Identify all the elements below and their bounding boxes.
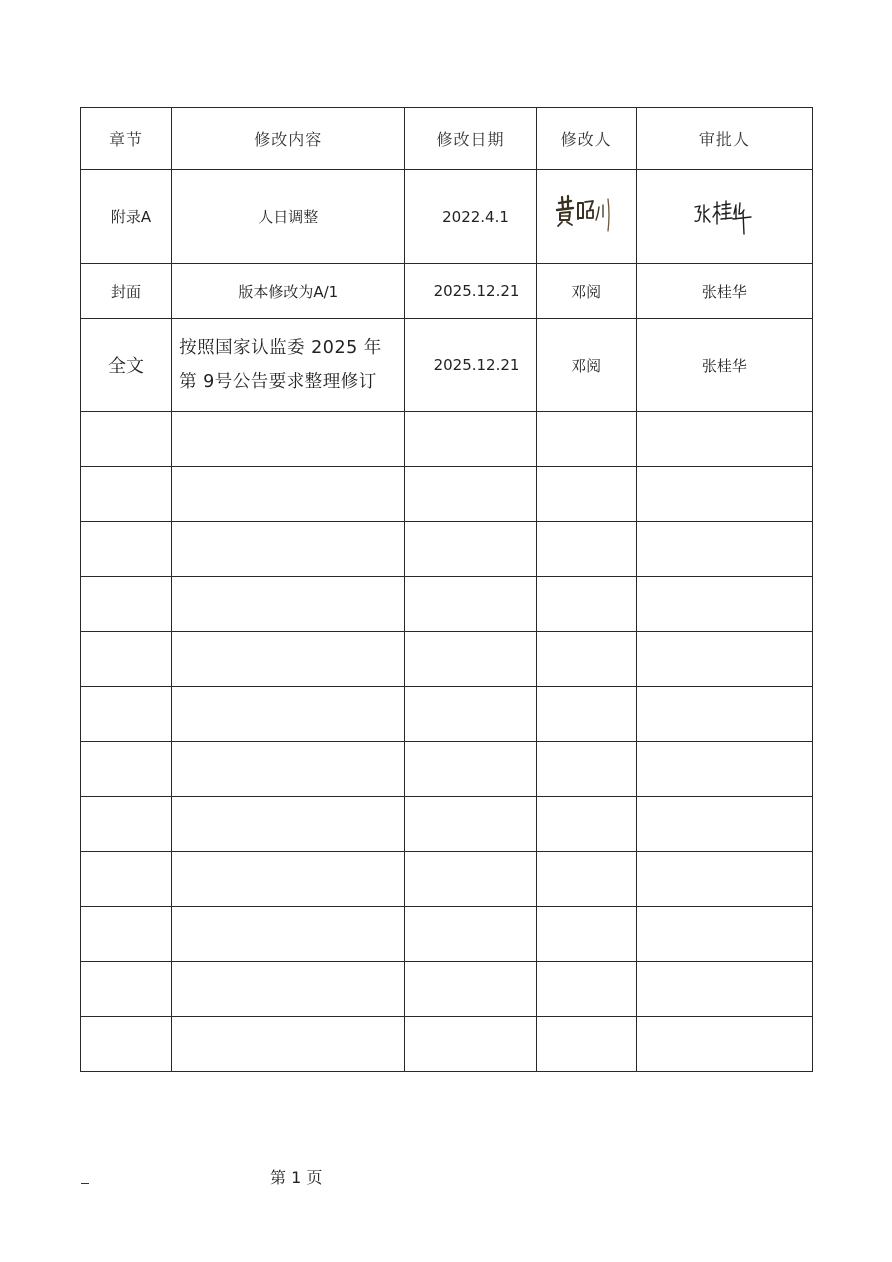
approver-handwritten-signature xyxy=(689,192,759,242)
cell-modifier xyxy=(536,467,636,522)
cell-chapter xyxy=(81,742,172,797)
cell-content xyxy=(172,1017,405,1072)
cell-content xyxy=(172,687,405,742)
cell-approver xyxy=(636,632,812,687)
cell-approver xyxy=(636,522,812,577)
cell-chapter xyxy=(81,467,172,522)
revision-history-table xyxy=(80,107,813,1072)
cell-date xyxy=(405,1017,536,1072)
cell-content xyxy=(172,577,405,632)
cell-date xyxy=(405,852,536,907)
cell-chapter xyxy=(81,687,172,742)
cell-date xyxy=(405,522,536,577)
cell-approver: 张桂华 xyxy=(636,264,812,319)
cell-date xyxy=(405,742,536,797)
cell-date xyxy=(405,412,536,467)
empty-table-row xyxy=(81,907,813,962)
cell-approver: 张桂华 xyxy=(636,319,812,412)
cell-date xyxy=(405,797,536,852)
cell-approver xyxy=(636,962,812,1017)
header-date: 修改日期 xyxy=(405,108,536,170)
cell-content xyxy=(172,319,405,412)
cell-chapter: 附录A xyxy=(81,170,172,264)
cell-date xyxy=(405,467,536,522)
empty-table-row xyxy=(81,742,813,797)
empty-table-row xyxy=(81,797,813,852)
cell-modifier: 邓阅 xyxy=(536,319,636,412)
cell-approver xyxy=(636,797,812,852)
cell-date xyxy=(405,907,536,962)
cell-date xyxy=(405,687,536,742)
cell-content xyxy=(172,467,405,522)
table-row xyxy=(81,264,813,319)
table-row xyxy=(81,319,813,412)
empty-table-row xyxy=(81,522,813,577)
table-row xyxy=(81,170,813,264)
empty-table-row xyxy=(81,687,813,742)
cell-chapter xyxy=(81,797,172,852)
cell-content xyxy=(172,412,405,467)
cell-modifier xyxy=(536,632,636,687)
cell-modifier xyxy=(536,170,636,264)
content-line-2: 第 9号公告要求整理修订 xyxy=(179,372,377,392)
cell-modifier xyxy=(536,852,636,907)
cell-modifier xyxy=(536,797,636,852)
cell-content xyxy=(172,852,405,907)
header-approver: 审批人 xyxy=(636,108,812,170)
cell-modifier xyxy=(536,742,636,797)
cell-chapter xyxy=(81,852,172,907)
cell-content xyxy=(172,797,405,852)
empty-table-row xyxy=(81,577,813,632)
cell-content xyxy=(172,742,405,797)
cell-approver xyxy=(636,467,812,522)
cell-modifier: 邓阅 xyxy=(536,264,636,319)
footer-underscore-mark xyxy=(81,1183,89,1184)
cell-chapter xyxy=(81,522,172,577)
header-chapter: 章节 xyxy=(81,108,172,170)
empty-table-row xyxy=(81,632,813,687)
cell-approver xyxy=(636,1017,812,1072)
page-number: 第 1 页 xyxy=(270,1168,323,1187)
header-content: 修改内容 xyxy=(172,108,405,170)
cell-modifier xyxy=(536,577,636,632)
cell-chapter: 封面 xyxy=(81,264,172,319)
header-modifier: 修改人 xyxy=(536,108,636,170)
cell-date xyxy=(405,577,536,632)
cell-chapter: 全文 xyxy=(81,319,172,412)
cell-chapter xyxy=(81,632,172,687)
cell-approver xyxy=(636,742,812,797)
cell-approver xyxy=(636,170,812,264)
cell-modifier xyxy=(536,962,636,1017)
cell-approver xyxy=(636,852,812,907)
cell-modifier xyxy=(536,907,636,962)
cell-content xyxy=(172,907,405,962)
cell-content: 版本修改为A/1 xyxy=(172,264,405,319)
cell-content xyxy=(172,522,405,577)
cell-chapter xyxy=(81,1017,172,1072)
table-header-row xyxy=(81,108,813,170)
cell-modifier xyxy=(536,687,636,742)
cell-approver xyxy=(636,687,812,742)
empty-table-row xyxy=(81,412,813,467)
empty-table-row xyxy=(81,962,813,1017)
empty-table-row xyxy=(81,467,813,522)
cell-modifier xyxy=(536,412,636,467)
cell-modifier xyxy=(536,522,636,577)
empty-table-row xyxy=(81,852,813,907)
cell-modifier xyxy=(536,1017,636,1072)
cell-content: 人日调整 xyxy=(172,170,405,264)
empty-table-row xyxy=(81,1017,813,1072)
cell-chapter xyxy=(81,412,172,467)
cell-content xyxy=(172,632,405,687)
cell-chapter xyxy=(81,962,172,1017)
cell-approver xyxy=(636,907,812,962)
cell-date xyxy=(405,632,536,687)
cell-approver xyxy=(636,577,812,632)
content-line-1: 按照国家认监委 2025 年 xyxy=(179,338,382,358)
cell-chapter xyxy=(81,907,172,962)
modifier-handwritten-signature xyxy=(553,189,619,245)
cell-date xyxy=(405,962,536,1017)
cell-chapter xyxy=(81,577,172,632)
cell-date: 2025.12.21 xyxy=(405,319,536,412)
cell-date: 2025.12.21 xyxy=(405,264,536,319)
cell-approver xyxy=(636,412,812,467)
cell-date: 2022.4.1 xyxy=(405,170,536,264)
cell-content xyxy=(172,962,405,1017)
